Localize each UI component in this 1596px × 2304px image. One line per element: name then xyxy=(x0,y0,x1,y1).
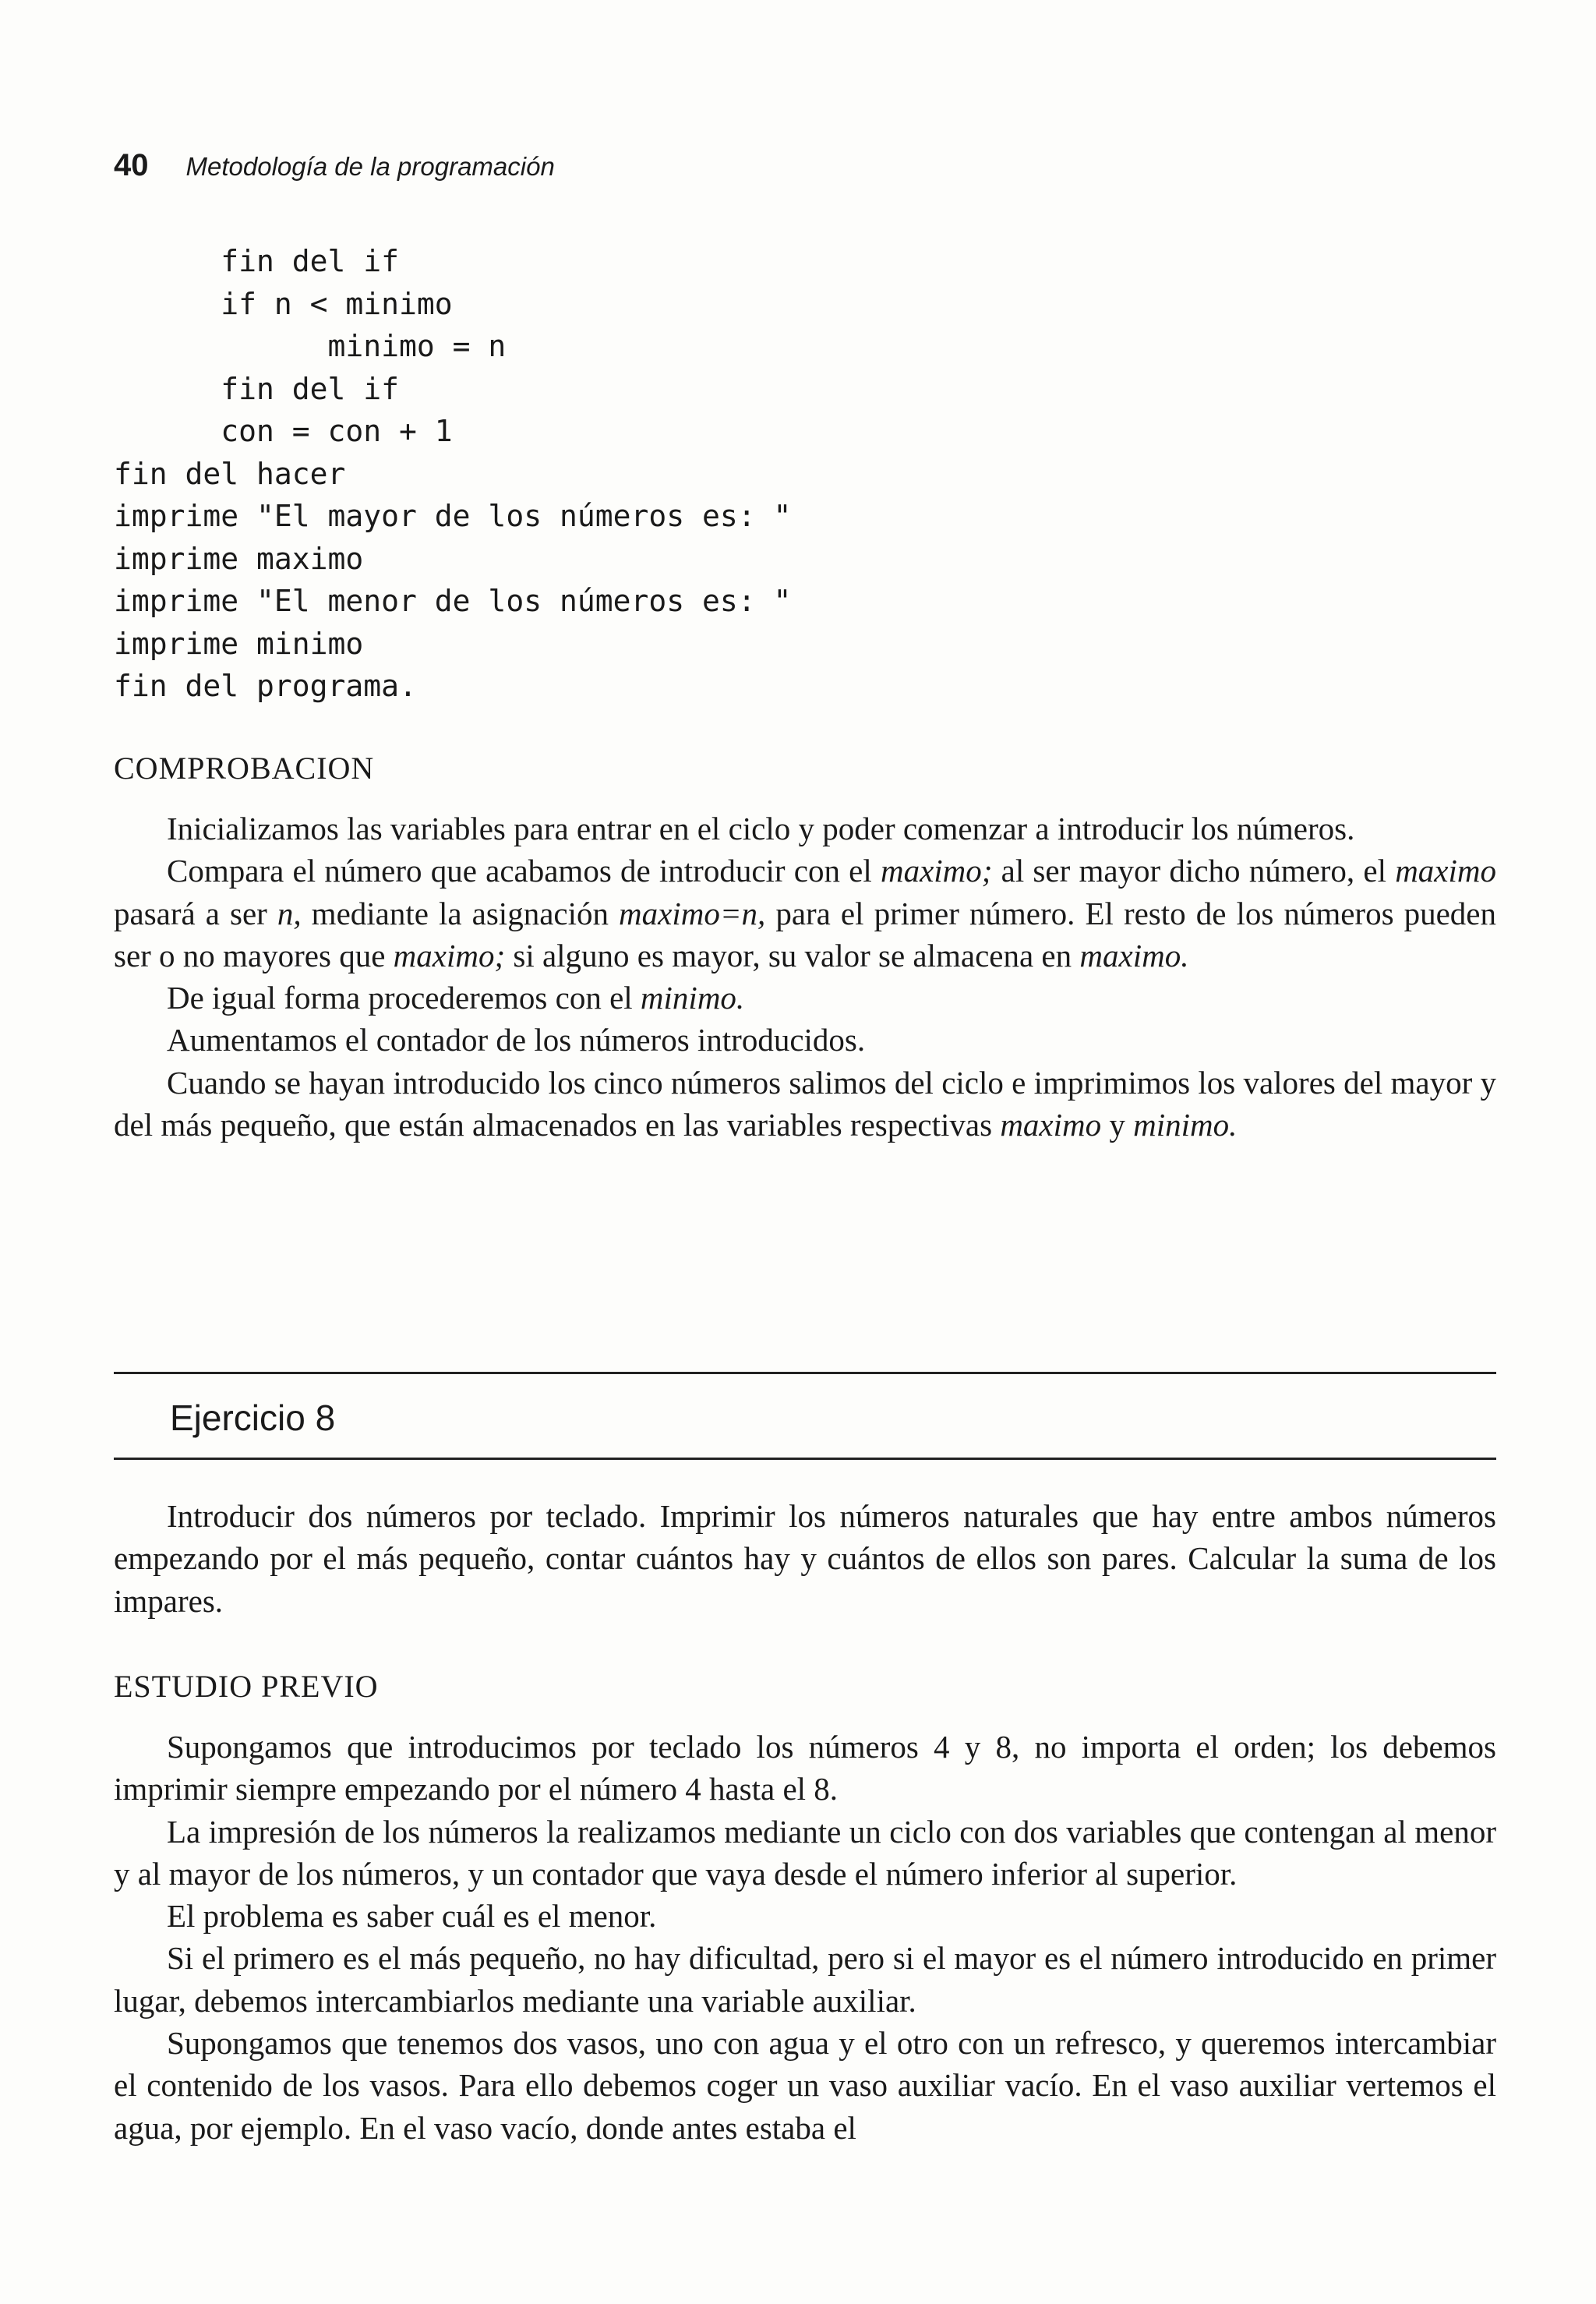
code-line: fin del if xyxy=(114,244,400,278)
code-line: con = con + 1 xyxy=(114,414,453,448)
code-line: imprime minimo xyxy=(114,626,364,661)
paragraph: El problema es saber cuál es el menor. xyxy=(167,1898,657,1935)
paragraph: La impresión de los números la realizamos mediante un ciclo con dos variables que contengan al menor y al mayor de los números, y un contador que vaya desde el número inferior al superior. xyxy=(114,1813,1496,1892)
exercise-statement xyxy=(114,1495,1496,1622)
paragraph: Si el primero es el más pequeño, no hay dificultad, pero si el mayor es el número introducido en primer lugar, debemos intercambiarlos mediante una variable auxiliar. xyxy=(114,1940,1496,2019)
code-line: fin del hacer xyxy=(114,456,346,491)
pseudocode-block xyxy=(114,240,791,708)
paragraph: Aumentamos el contador de los números introducidos. xyxy=(167,1022,866,1058)
code-line: imprime maximo xyxy=(114,541,364,576)
running-title: Metodología de la programación xyxy=(185,152,555,181)
page-header xyxy=(114,148,555,183)
code-line: imprime "El mayor de los números es: " xyxy=(114,499,792,533)
paragraph: Supongamos que introducimos por teclado los números 4 y 8, no importa el orden; los debemos imprimir siempre empezando por el número 4 hasta el 8. xyxy=(114,1729,1496,1808)
page-number: 40 xyxy=(114,148,149,182)
exercise-title: Ejercicio 8 xyxy=(170,1398,336,1438)
estudio-previo-body xyxy=(114,1726,1496,2149)
comprobacion-heading: COMPROBACION xyxy=(114,751,375,786)
code-line: fin del programa. xyxy=(114,669,417,703)
estudio-previo-heading: ESTUDIO PREVIO xyxy=(114,1669,379,1704)
code-line: minimo = n xyxy=(114,329,507,363)
paragraph: Supongamos que tenemos dos vasos, uno con agua y el otro con un refresco, y queremos intercambiar el contenido de los vasos. Para ello debemos coger un vaso auxiliar vacío. En el vaso auxiliar vertemos el agua, por ejemplo. En el vaso vacío, donde antes estaba el xyxy=(114,2025,1496,2146)
paragraph: De igual forma procederemos con el minimo. xyxy=(167,980,745,1016)
exercise-top-rule xyxy=(114,1372,1496,1374)
exercise-bottom-rule xyxy=(114,1458,1496,1460)
paragraph: Cuando se hayan introducido los cinco números salimos del ciclo e imprimimos los valores del mayor y del más pequeño, que están almacenados en las variables respectivas maximo y minimo. xyxy=(114,1064,1496,1143)
comprobacion-body xyxy=(114,807,1496,1146)
code-line: if n < minimo xyxy=(114,286,453,321)
paragraph: Introducir dos números por teclado. Imprimir los números naturales que hay entre ambos números empezando por el más pequeño, contar cuántos hay y cuántos de ellos son pares. Calcular la suma de los impares. xyxy=(114,1498,1496,1619)
paragraph: Compara el número que acabamos de introducir con el maximo; al ser mayor dicho número, el maximo pasará a ser n, mediante la asignación maximo=n, para el primer número. El resto de los números pueden ser o no mayores que maximo; si alguno es mayor, su valor se almacena en maximo. xyxy=(114,853,1496,974)
code-line: imprime "El menor de los números es: " xyxy=(114,584,792,618)
code-line: fin del if xyxy=(114,371,400,406)
paragraph: Inicializamos las variables para entrar en el ciclo y poder comenzar a introducir los números. xyxy=(167,811,1355,846)
